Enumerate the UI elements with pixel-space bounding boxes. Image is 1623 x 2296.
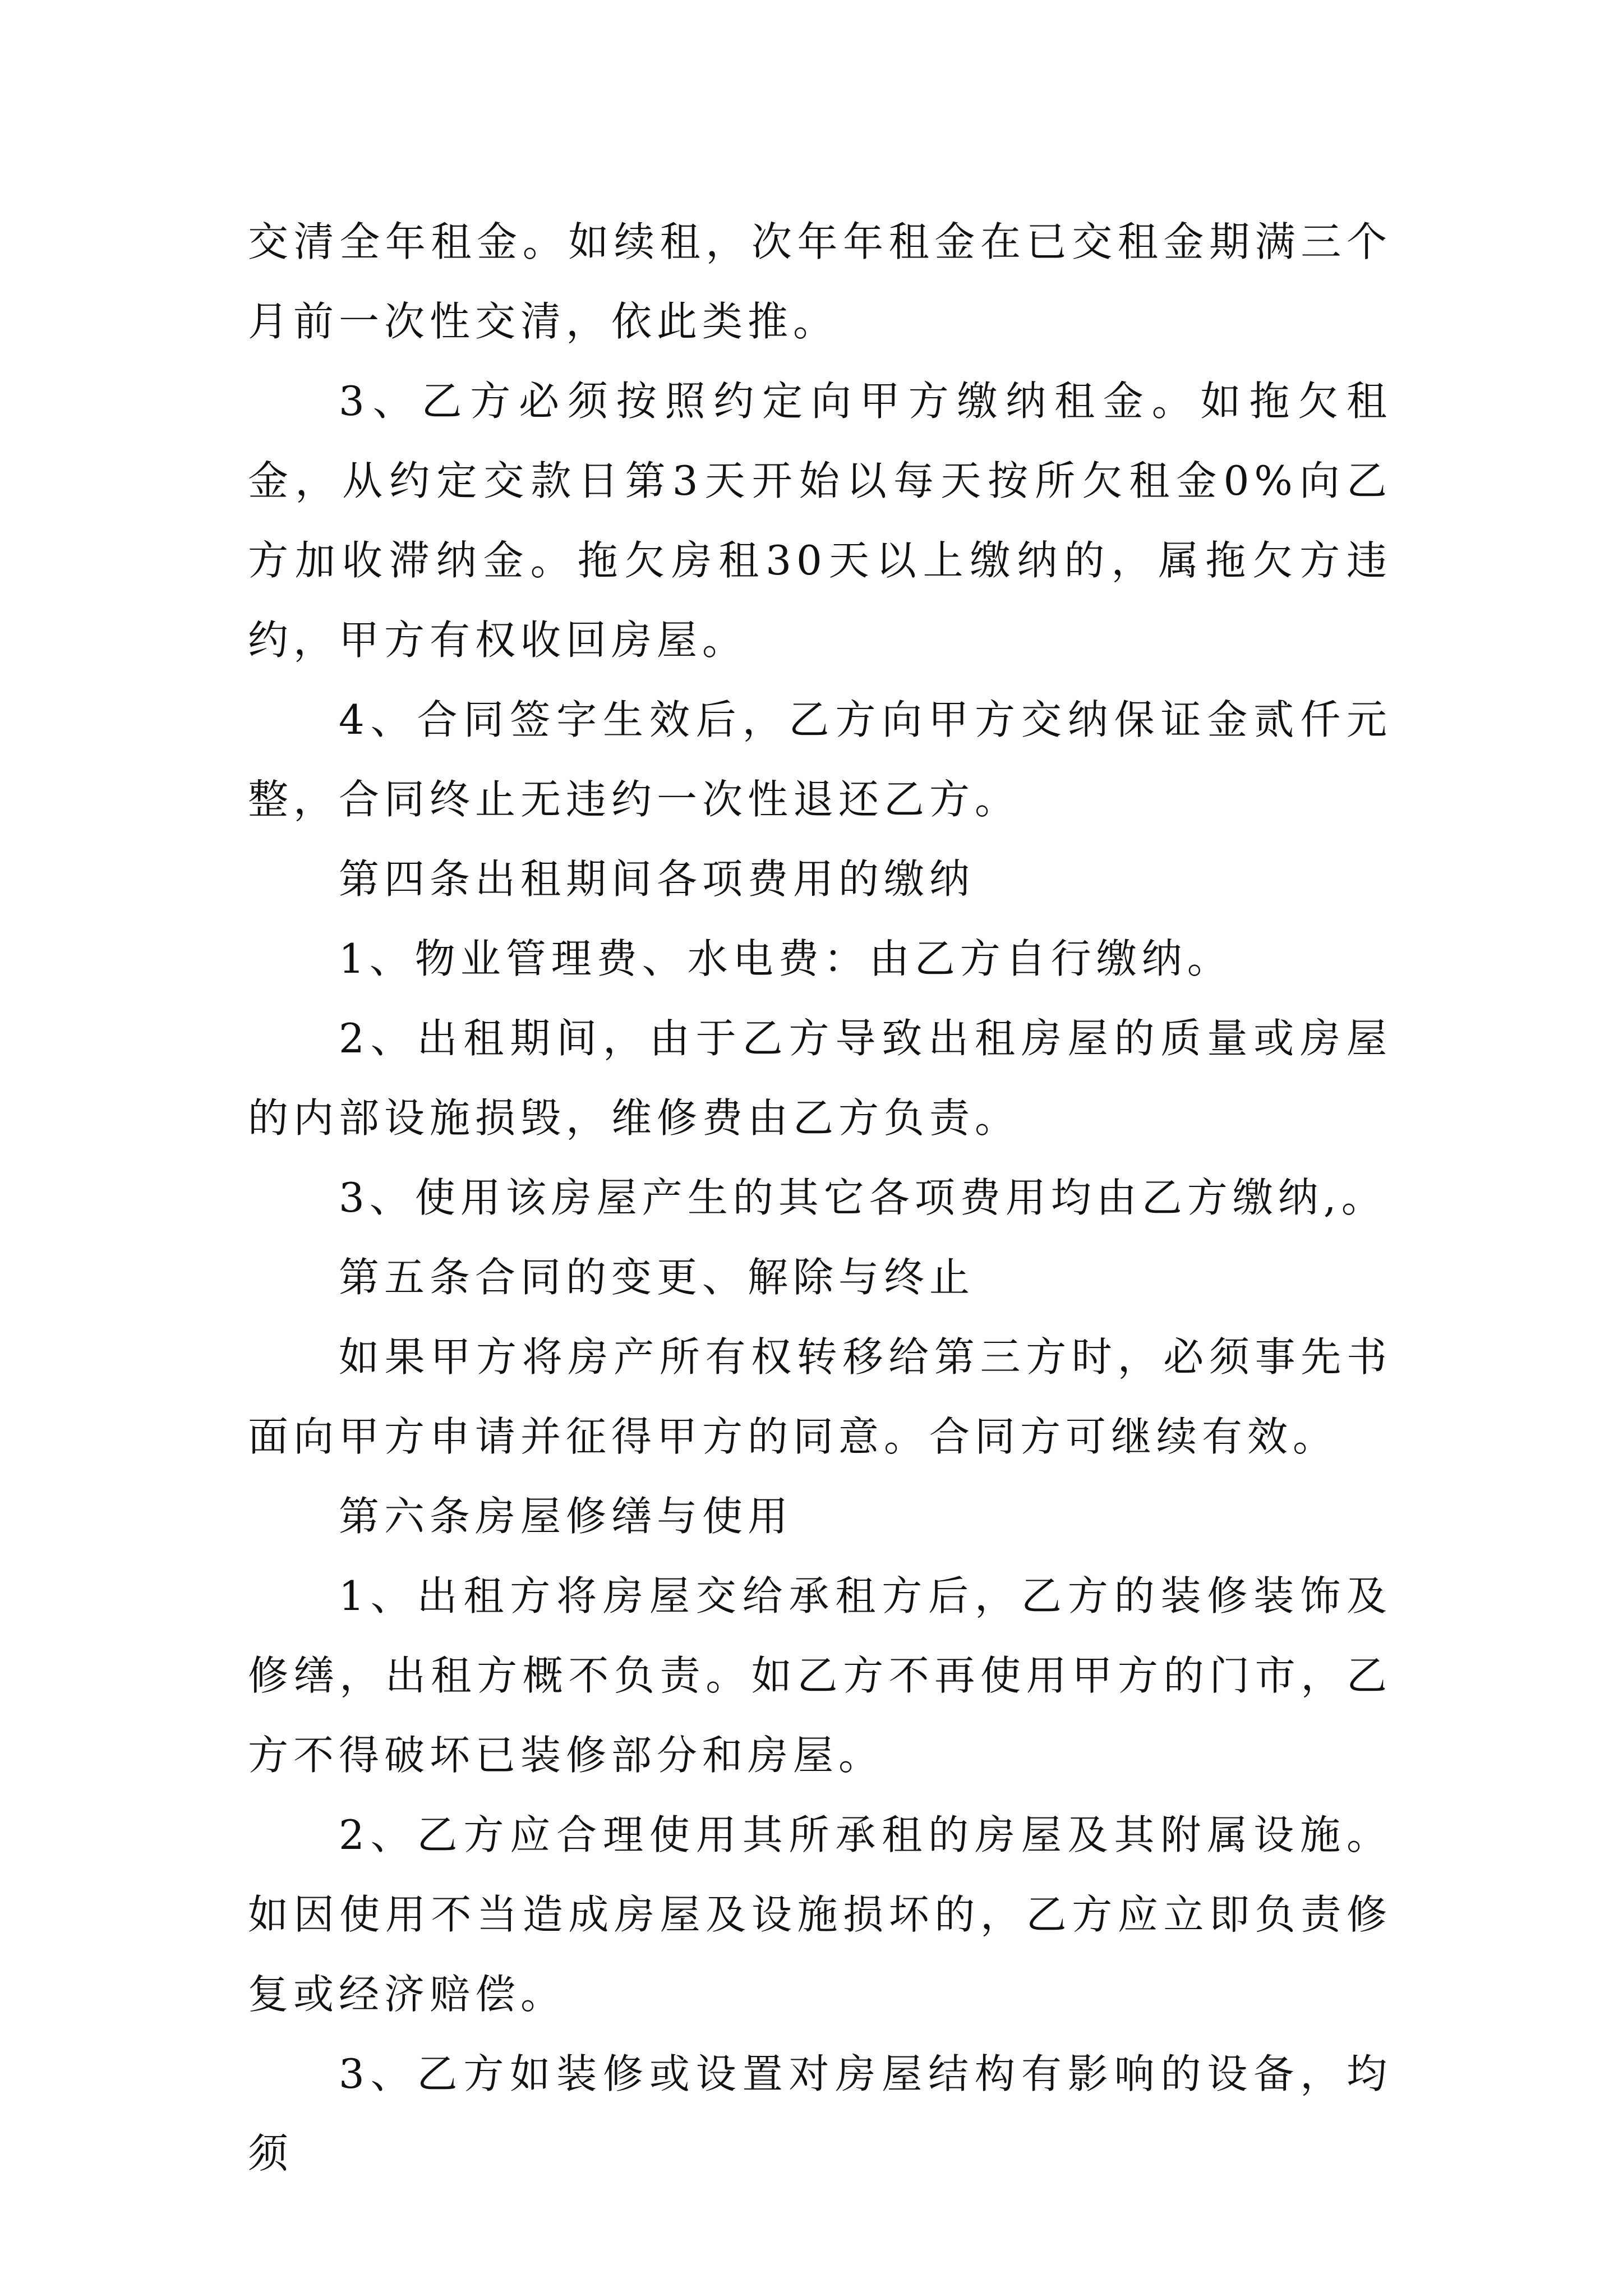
paragraph-13: 3、乙方如装修或设置对房屋结构有影响的设备，均须 [248, 2050, 1392, 2177]
paragraph-11: 1、出租方将房屋交给承租方后，乙方的装修装饰及修缮，出租方概不负责。如乙方不再使用甲方的门市，乙方不得破坏已装修部分和房屋。 [248, 1572, 1392, 1779]
paragraph-6: 2、出租期间，由于乙方导致出租房屋的质量或房屋的内部设施损毁，维修费由乙方负责。 [248, 1015, 1392, 1142]
paragraph-2: 3、乙方必须按照约定向甲方缴纳租金。如拖欠租金，从约定交款日第3天开始以每天按所欠租金0%向乙方加收滞纳金。拖欠房租30天以上缴纳的，属拖欠方违约，甲方有权收回房屋。 [248, 378, 1392, 664]
section-heading-6: 第六条房屋修缮与使用 [339, 1493, 794, 1540]
document-body [248, 202, 1392, 2193]
paragraph-12: 2、乙方应合理使用其所承租的房屋及其附属设施。如因使用不当造成房屋及设施损坏的，乙方应立即负责修复或经济赔偿。 [248, 1811, 1392, 2018]
section-heading-5: 第五条合同的变更、解除与终止 [339, 1254, 975, 1301]
paragraph-9: 如果甲方将房产所有权转移给第三方时，必须事先书面向甲方申请并征得甲方的同意。合同方可继续有效。 [248, 1333, 1392, 1460]
paragraph-5: 1、物业管理费、水电费：由乙方自行缴纳。 [339, 935, 1233, 982]
paragraph-7: 3、使用该房屋产生的其它各项费用均由乙方缴纳,。 [339, 1174, 1387, 1221]
section-heading-4: 第四条出租期间各项费用的缴纳 [339, 855, 975, 903]
paragraph-1: 交清全年租金。如续租，次年年租金在已交租金期满三个月前一次性交清，依此类推。 [248, 218, 1392, 345]
paragraph-3: 4、合同签字生效后，乙方向甲方交纳保证金贰仟元整，合同终止无违约一次性退还乙方。 [248, 696, 1392, 823]
